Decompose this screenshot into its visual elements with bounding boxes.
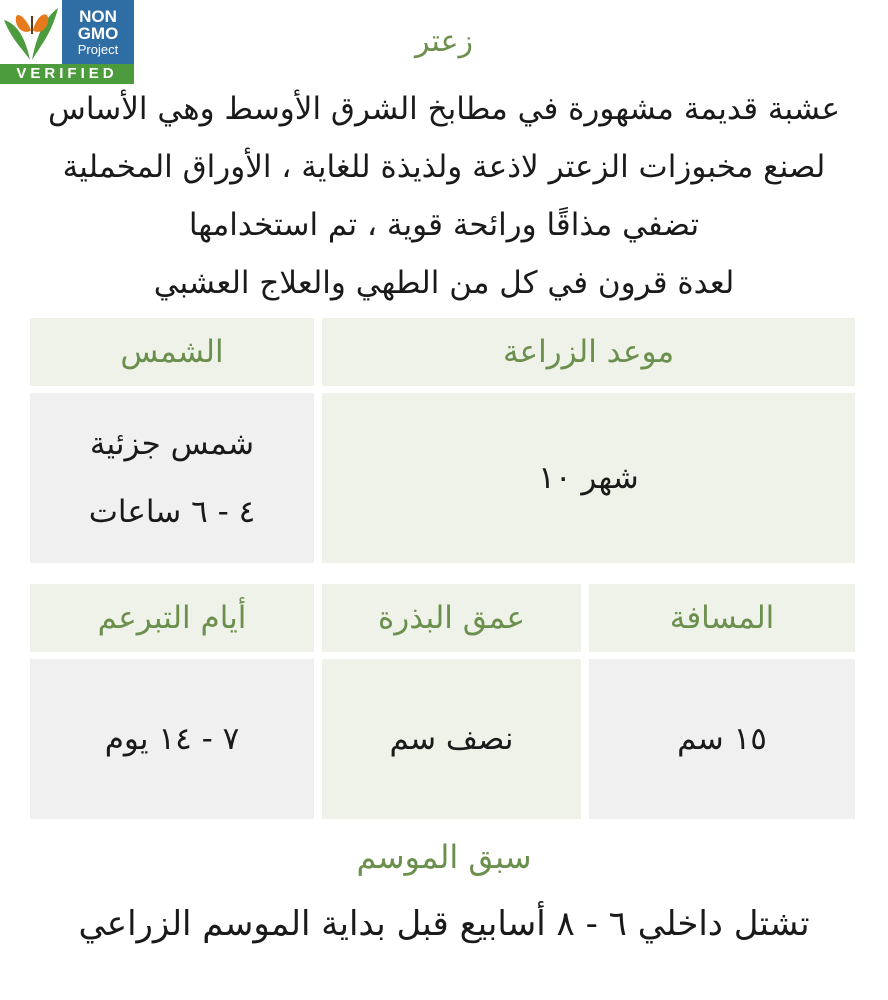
- planting-time-header: [322, 318, 855, 386]
- badge-line-3: Project: [77, 42, 119, 57]
- description-line: عشبة قديمة مشهورة في مطابخ الشرق الأوسط وهي الأساس: [47, 91, 840, 127]
- germination-value: ٧ - ١٤ يوم: [104, 721, 240, 757]
- description-line: لصنع مخبوزات الزعتر لاذعة ولذيذة للغاية ، الأوراق المخملية: [62, 149, 826, 185]
- season-heading: سبق الموسم: [356, 838, 532, 876]
- spacing-label: المسافة: [669, 600, 775, 636]
- description-line: تضفي مذاقًا ورائحة قوية ، تم استخدامها: [188, 207, 700, 243]
- spacing-cell: [589, 659, 855, 819]
- spacing-header: [589, 584, 855, 652]
- planting-time-value: شهر ١٠: [538, 460, 639, 496]
- description-line: لعدة قرون في كل من الطهي والعلاج العشبي: [153, 265, 735, 301]
- depth-cell: [322, 659, 581, 819]
- spacing-value: ١٥ سم: [677, 721, 767, 757]
- badge-verified: VERIFIED: [0, 64, 134, 84]
- plant-title: زعتر: [415, 24, 473, 59]
- sun-value-line-2: ٤ - ٦ ساعات: [88, 494, 256, 530]
- germination-label: أيام التبرعم: [97, 600, 247, 636]
- sun-cell: [30, 393, 314, 563]
- planting-time-label: موعد الزراعة: [502, 334, 675, 370]
- sun-header: [30, 318, 314, 386]
- plant-description: [10, 80, 878, 312]
- depth-value: نصف سم: [389, 721, 514, 757]
- depth-header: [322, 584, 581, 652]
- sun-label: الشمس: [120, 334, 224, 370]
- badge-line-1: NON: [79, 7, 117, 26]
- germination-header: [30, 584, 314, 652]
- sun-value-line-1: شمس جزئية: [89, 426, 255, 462]
- germination-cell: [30, 659, 314, 819]
- depth-label: عمق البذرة: [377, 600, 526, 636]
- badge-line-2: GMO: [77, 24, 119, 43]
- planting-time-cell: [322, 393, 855, 563]
- season-text: تشتل داخلي ٦ - ٨ أسابيع قبل بداية الموسم الزراعي: [78, 904, 810, 944]
